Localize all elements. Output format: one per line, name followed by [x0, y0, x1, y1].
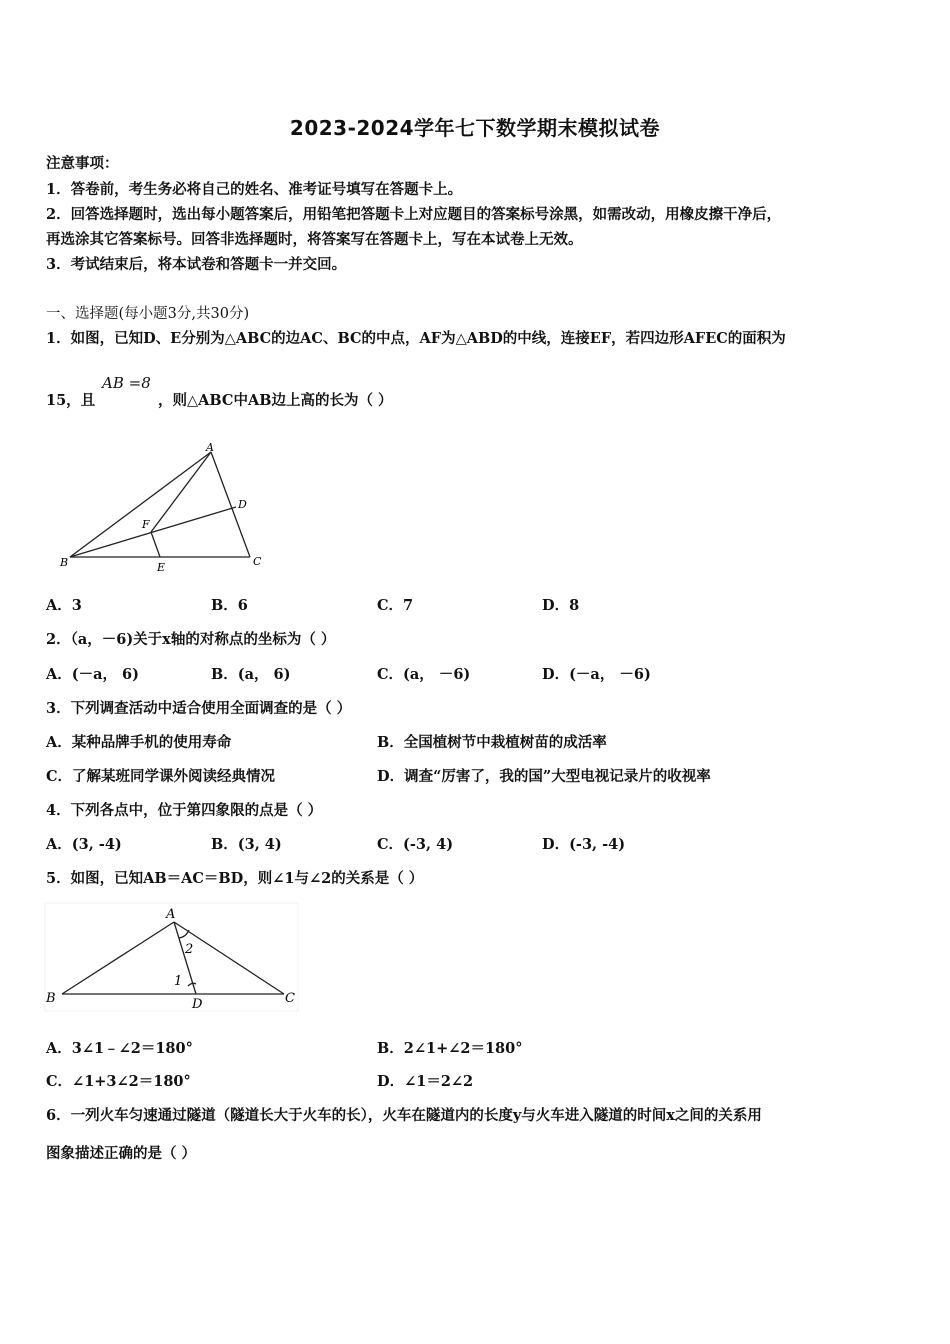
- segment-af: [151, 452, 211, 532]
- label-c: C: [285, 991, 295, 1006]
- q3-option-c[interactable]: C．了解某班同学课外阅读经典情况: [46, 768, 276, 785]
- segment-bd: [70, 507, 236, 557]
- q2-option-c[interactable]: C．(a， －6): [377, 666, 471, 683]
- q2-option-b[interactable]: B．(a， 6): [211, 666, 291, 683]
- q4-option-c[interactable]: C．(-3, 4): [377, 836, 454, 853]
- segment-ab: [62, 922, 174, 994]
- q1-option-b[interactable]: B．6: [211, 597, 248, 614]
- segment-ab: [70, 452, 211, 557]
- q1-option-d[interactable]: D．8: [542, 597, 580, 614]
- q1-stem-line2-post: ，则△ABC中AB边上高的长为（ ）: [158, 392, 393, 409]
- note-item: 3．考试结束后，将本试卷和答题卡一并交回。: [46, 256, 347, 273]
- q2-option-d[interactable]: D．(－a， －6): [542, 666, 651, 683]
- q4-option-b[interactable]: B．(3, 4): [211, 836, 282, 853]
- note-item: 1．答卷前，考生务必将自己的姓名、准考证号填写在答题卡上。: [46, 181, 463, 198]
- q3-stem: 3．下列调查活动中适合使用全面调查的是（ ）: [46, 700, 352, 717]
- q4-option-d[interactable]: D．(-3, -4): [542, 836, 626, 853]
- segment-fe: [151, 532, 160, 557]
- q5-stem: 5．如图，已知AB＝AC＝BD，则∠1与∠2的关系是（ ）: [46, 870, 424, 887]
- q2-option-a[interactable]: A．(－a， 6): [46, 666, 140, 683]
- q3-option-d[interactable]: D．调查“厉害了，我的国”大型电视记录片的收视率: [377, 768, 711, 785]
- q5-triangle-figure: [44, 902, 304, 1014]
- label-e: E: [157, 561, 166, 574]
- label-a: A: [206, 441, 214, 454]
- q1-stem-line2-pre: 15，且: [46, 392, 96, 409]
- notes-heading: 注意事项：: [46, 155, 119, 172]
- q5-option-d[interactable]: D．∠1＝2∠2: [377, 1073, 474, 1090]
- label-angle-2: 2: [185, 942, 194, 957]
- label-c: C: [253, 555, 262, 568]
- q5-option-a[interactable]: A．3∠1﹣∠2＝180°: [46, 1040, 193, 1057]
- q4-stem: 4．下列各点中，位于第四象限的点是（ ）: [46, 802, 323, 819]
- label-b: B: [60, 556, 69, 569]
- q1-option-a[interactable]: A．3: [46, 597, 82, 614]
- note-item: 2．回答选择题时，选出每小题答案后，用铅笔把答题卡上对应题目的答案标号涂黑，如需改动，用橡皮擦干净后，: [46, 206, 782, 223]
- q1-triangle-figure: [56, 438, 276, 578]
- q5-option-b[interactable]: B．2∠1+∠2＝180°: [377, 1040, 523, 1057]
- label-a: A: [166, 907, 176, 922]
- q6-stem-line2: 图象描述正确的是（ ）: [46, 1145, 197, 1162]
- q4-option-a[interactable]: A．(3, -4): [46, 836, 122, 853]
- segment-ac: [174, 922, 284, 994]
- note-item: 再选涂其它答案标号。回答非选择题时，将答案写在答题卡上，写在本试卷上无效。: [46, 231, 583, 248]
- q1-math-expression: AB =8: [102, 374, 151, 392]
- section-heading: 一、选择题(每小题3分,共30分): [46, 306, 250, 322]
- label-d: D: [238, 498, 247, 511]
- page-title: 2023-2024学年七下数学期末模拟试卷: [289, 116, 661, 140]
- q3-option-b[interactable]: B．全国植树节中栽植树苗的成活率: [377, 734, 607, 751]
- q5-option-c[interactable]: C．∠1+3∠2＝180°: [46, 1073, 191, 1090]
- q6-stem-line1: 6．一列火车匀速通过隧道（隧道长大于火车的长），火车在隧道内的长度y与火车进入隧道的时间x之间的关系用: [46, 1107, 762, 1124]
- label-f: F: [142, 518, 150, 531]
- q1-option-c[interactable]: C．7: [377, 597, 414, 614]
- q2-stem: 2．（a，－6)关于x轴的对称点的坐标为（ ）: [46, 631, 336, 648]
- label-b: B: [46, 991, 56, 1006]
- label-d: D: [192, 997, 203, 1012]
- label-angle-1: 1: [174, 974, 183, 989]
- q3-option-a[interactable]: A．某种品牌手机的使用寿命: [46, 734, 232, 751]
- q1-stem-line1: 1．如图，已知D、E分别为△ABC的边AC、BC的中点，AF为△ABD的中线，连接EF，若四边形AFEC的面积为: [46, 330, 786, 347]
- angle-1-arc: [188, 983, 196, 986]
